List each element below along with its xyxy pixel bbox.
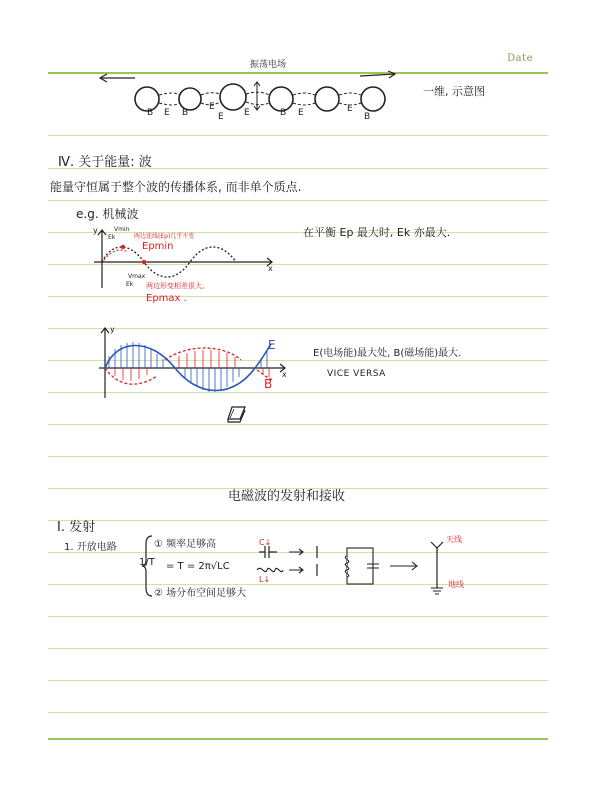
capacitance-label: C↓ [259,538,272,547]
rule-line [48,616,548,617]
osc-label: E [164,108,170,118]
ground-label: 地线 [448,580,464,589]
wave1-y-label: y [93,226,98,235]
condition-1: ① 频率足够高 [154,539,217,550]
wave1-top-note: 两边连线(Ep)几乎不变 [134,233,195,240]
rule-line [48,135,548,136]
condition-2: = T = 2π√LC [166,561,230,572]
wave1-bottom-note: 两边形变相差很大, [146,282,205,290]
rule-line [48,520,548,521]
inductance-label: L↓ [259,575,271,584]
osc-label: E [209,102,215,112]
epmin-label: Epmin [142,241,174,252]
example-label: e.g. 机械波 [76,207,139,221]
osc-label: E [347,104,353,114]
wave2-note: E(电场能)最大处, B(磁场能)最大. [313,348,462,359]
em-wave-graph [95,322,290,402]
rule-line [48,424,548,425]
vmax-label: Vmax [128,273,146,280]
osc-label: B [280,108,287,118]
open-circuit-diagram [255,540,470,600]
osc-label: E [218,112,224,122]
rule-line [48,648,548,649]
vice-versa-note: VICE VERSA [327,369,386,379]
rule-line [48,680,548,681]
antenna-label: 天线 [446,535,462,544]
wave1-x-label: x [268,264,273,273]
wave2-y-label: y [110,325,115,334]
ek-label: Ek [108,234,116,241]
em-section-title: 电磁波的发射和接收 [228,489,346,504]
open-circuit-label: 1. 开放电路 [64,542,117,553]
epmax-label: Epmax . [146,293,187,304]
rule-line [48,712,548,713]
eraser-icon [226,404,248,424]
osc-label: B [147,108,154,118]
wave1-note: 在平衡 Ep 最大时, Ek 亦最大. [303,226,451,239]
e-field-label: E [268,338,276,352]
vmin-label: Vmin [114,226,130,233]
b-field-label: B [264,377,273,391]
rule-line [48,296,548,297]
rule-line [48,456,548,457]
fraction-label: 1/T [139,557,155,568]
osc-label: B [182,108,189,118]
date-label: Date [507,53,533,64]
energy-statement: 能量守恒属于整个波的传播体系, 而非单个质点. [50,180,302,194]
oscillation-chain-diagram [95,72,405,132]
bottom-rule [48,738,548,740]
oscillation-caption: 振荡电场 [250,60,287,70]
osc-label: E [244,108,250,118]
wave2-x-label: x [282,370,287,379]
osc-label: E [298,108,304,118]
rule-line [48,200,548,201]
condition-3: ② 场分布空间足够大 [154,588,247,599]
oscillation-note: 一维, 示意图 [423,85,485,98]
ek-label-bottom: Ek [126,281,134,288]
section-heading: Ⅳ. 关于能量: 波 [58,155,152,170]
emission-subheading: I. 发射 [57,520,96,535]
osc-label: B [364,112,371,122]
